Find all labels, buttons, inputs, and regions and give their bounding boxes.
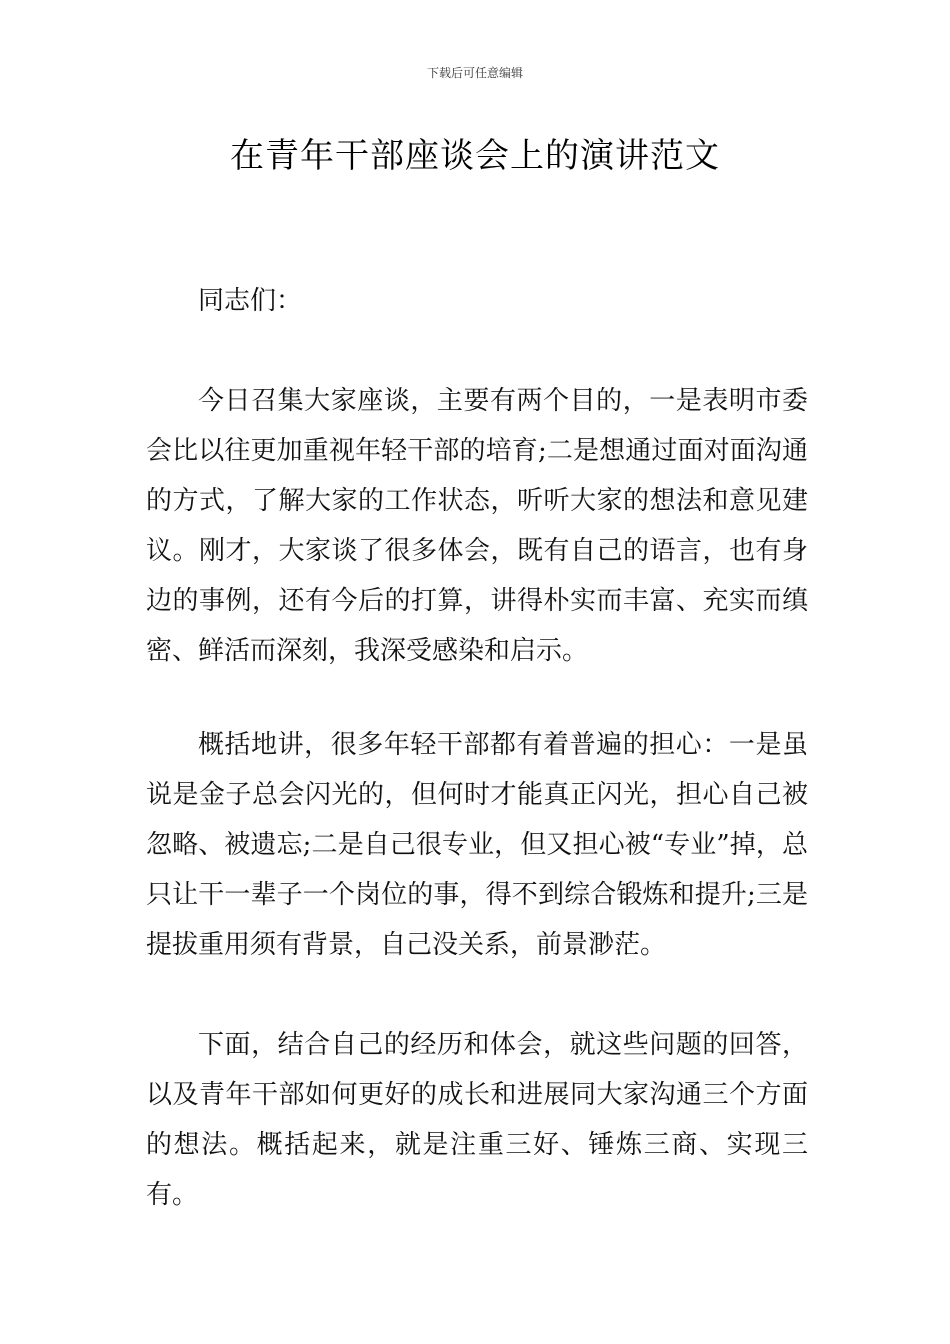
header-note: 下载后可任意编辑 <box>426 66 523 80</box>
paragraph-2: 概括地讲，很多年轻干部都有着普遍的担心：一是虽说是金子总会闪光的，但何时才能真正闪光，担心自己被忽略、被遗忘;二是自己很专业，但又担心被“专业”掉，总只让干一辈子一个岗位的事，得不到综合锻炼和提升;三是提拔重用须有背景，自己没关系，前景渺茫。 <box>146 730 808 960</box>
document-title: 在青年干部座谈会上的演讲范文 <box>230 136 720 176</box>
salutation: 同志们： <box>198 286 303 316</box>
paragraph-3: 下面，结合自己的经历和体会，就这些问题的回答，以及青年干部如何更好的成长和进展同大家沟通三个方面的想法。概括起来，就是注重三好、锤炼三商、实现三有。 <box>146 1030 808 1210</box>
paragraph-1: 今日召集大家座谈，主要有两个目的，一是表明市委会比以往更加重视年轻干部的培育;二是想通过面对面沟通的方式，了解大家的工作状态，听听大家的想法和意见建议。刚才，大家谈了很多体会，既有自己的语言，也有身边的事例，还有今后的打算，讲得朴实而丰富、充实而缜密、鲜活而深刻，我深受感染和启示。 <box>146 386 808 666</box>
